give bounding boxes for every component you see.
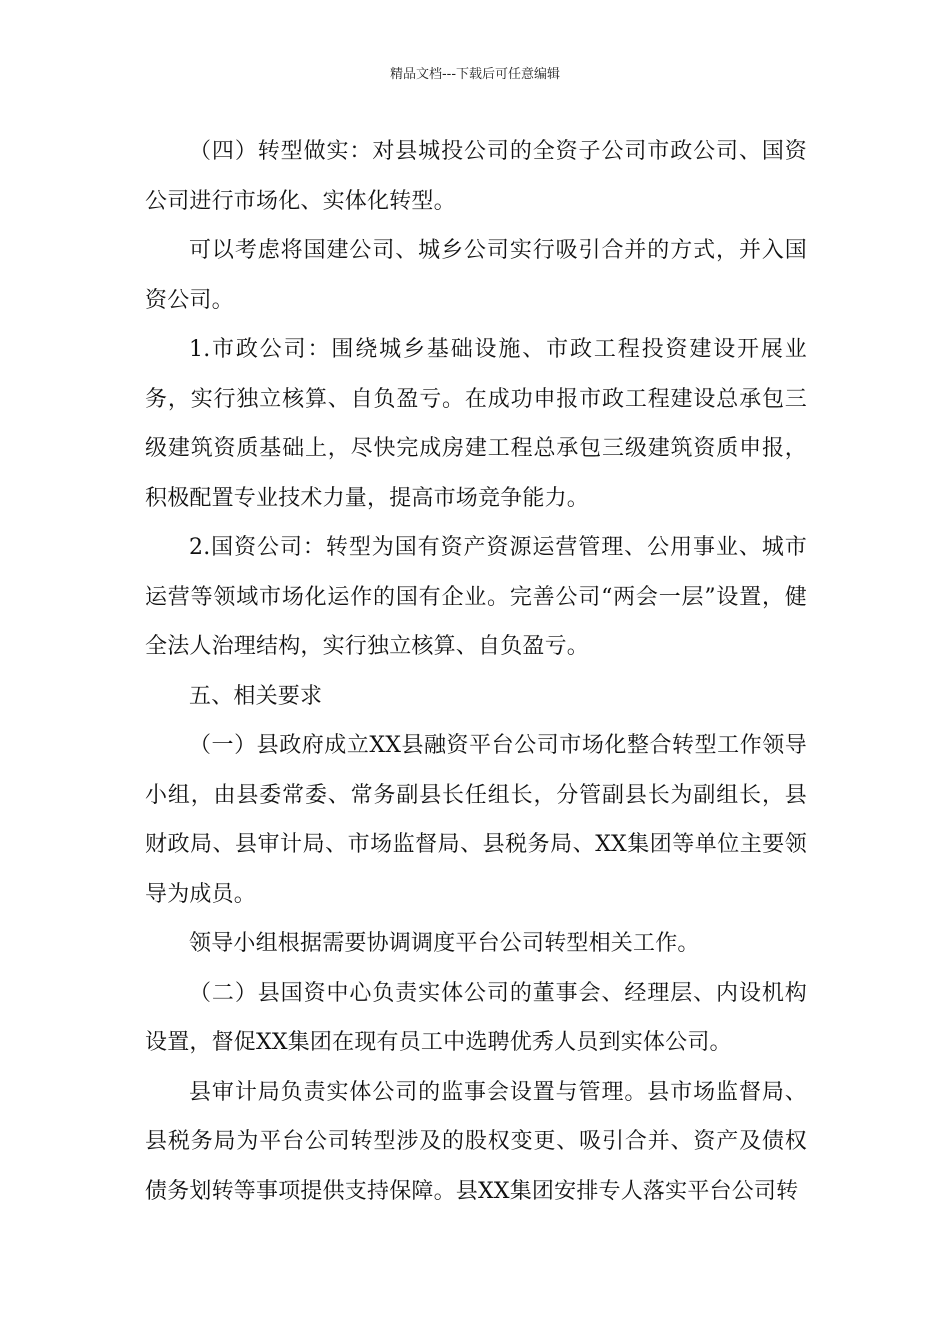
section-heading-requirements: 五、相关要求 [189, 683, 323, 709]
page-header: 精品文档---下载后可任意编辑 [389, 67, 561, 82]
paragraph-state-assets-company: 2.国资公司：转型为国有资产资源运营管理、公用事业、城市运营等领域市场化运作的国有企业。完善公司“两会一层”设置，健全法人治理结构，实行独立核算、自负盈亏。 [145, 535, 807, 659]
paragraph-section-4: （四）转型做实：对县城投公司的全资子公司市政公司、国资公司进行市场化、实体化转型。 [145, 139, 807, 214]
paragraph-municipal-company: 1.市政公司：围绕城乡基础设施、市政工程投资建设开展业务，实行独立核算、自负盈亏。在成功申报市政工程建设总承包三级建筑资质基础上，尽快完成房建工程总承包三级建筑资质申报，积极配置专业技术力量，提高市场竞争能力。 [145, 337, 807, 511]
document-body [145, 127, 807, 1216]
paragraph-merge-note: 可以考虑将国建公司、城乡公司实行吸引合并的方式，并入国资公司。 [145, 238, 807, 313]
paragraph-state-assets-center: （二）县国资中心负责实体公司的董事会、经理层、内设机构设置，督促XX集团在现有员工中选聘优秀人员到实体公司。 [145, 980, 807, 1055]
paragraph-leading-group: （一）县政府成立XX县融资平台公司市场化整合转型工作领导小组，由县委常委、常务副县长任组长，分管副县长为副组长，县财政局、县审计局、市场监督局、县税务局、XX集团等单位主要领导为成员。 [145, 733, 807, 907]
paragraph-audit-bureau: 县审计局负责实体公司的监事会设置与管理。县市场监督局、县税务局为平台公司转型涉及的股权变更、吸引合并、资产及债权债务划转等事项提供支持保障。县XX集团安排专人落实平台公司转 [145, 1079, 807, 1204]
paragraph-coordination: 领导小组根据需要协调调度平台公司转型相关工作。 [189, 931, 700, 956]
